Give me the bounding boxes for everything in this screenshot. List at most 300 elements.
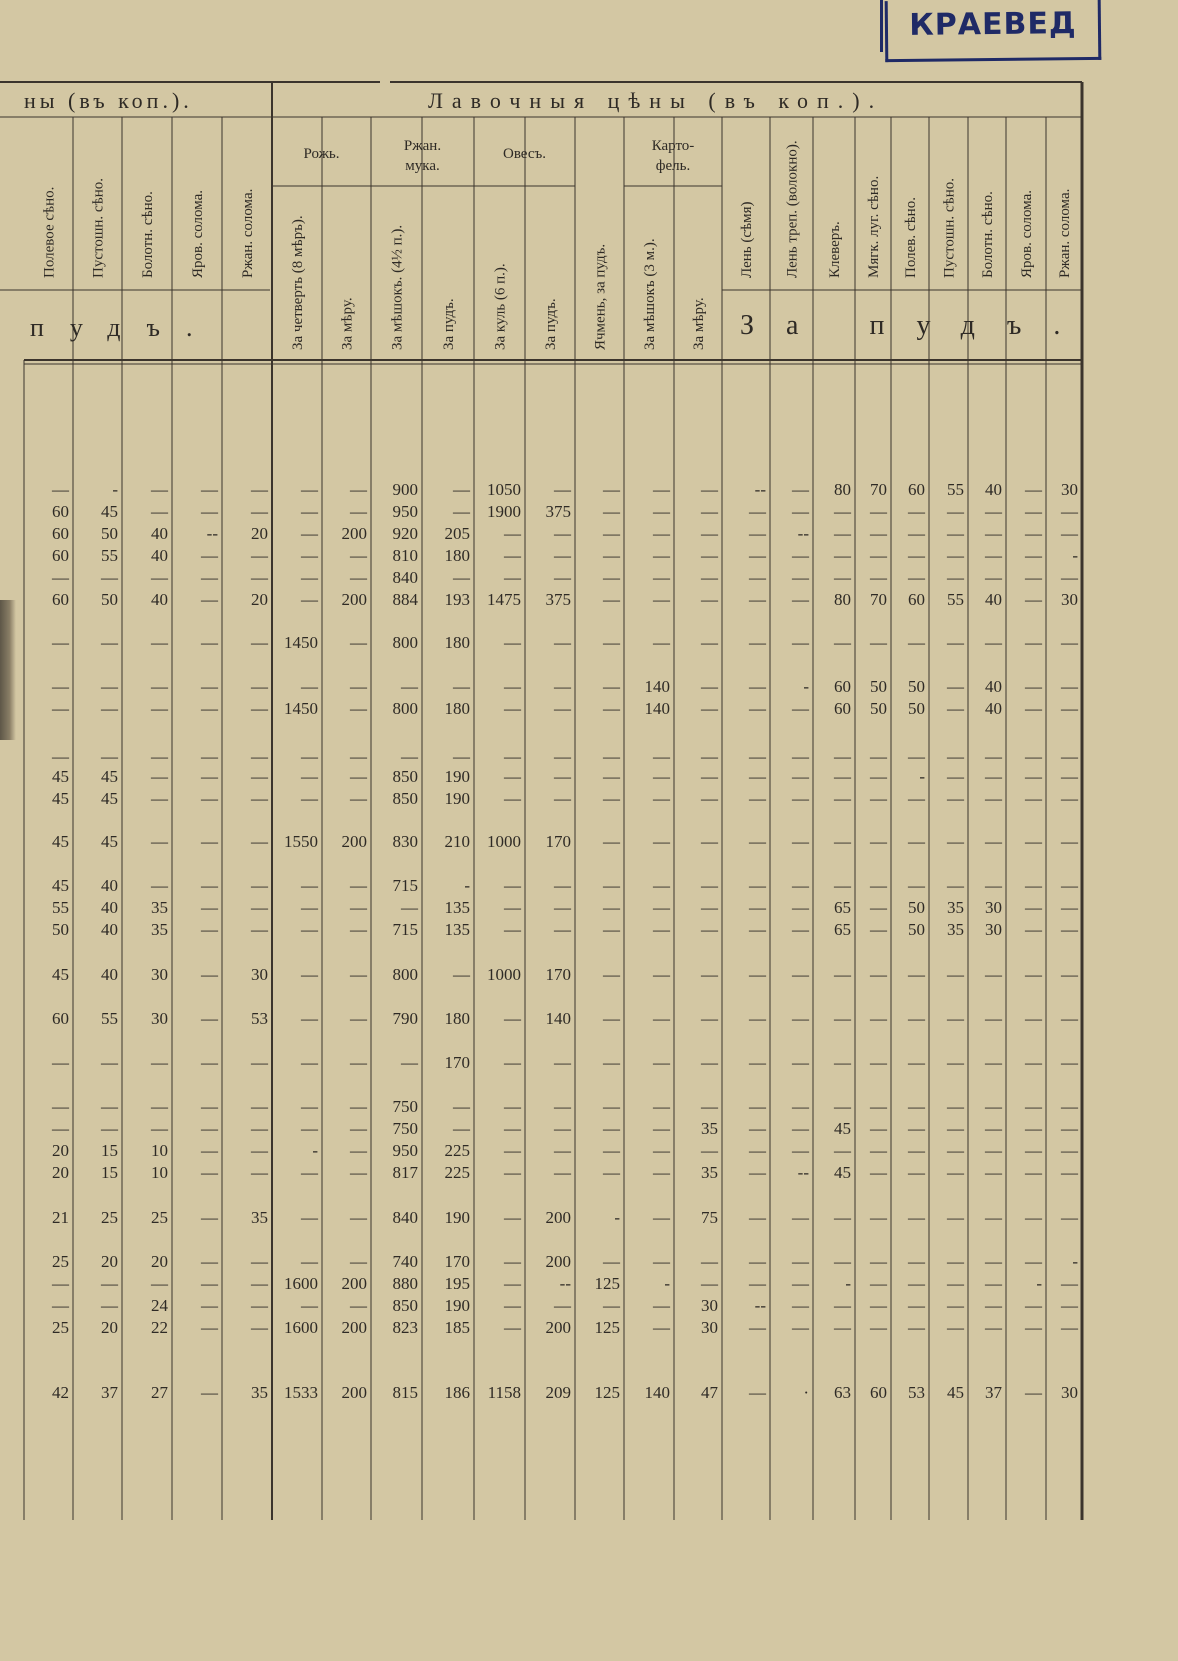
table-cell: --	[797, 1163, 809, 1182]
table-cell: —	[504, 633, 521, 652]
table-cell: —	[301, 524, 318, 543]
table-cell: 190	[444, 1296, 470, 1315]
table-cell: —	[947, 747, 964, 766]
table-cell: —	[1025, 876, 1042, 895]
table-cell: —	[985, 524, 1002, 543]
table-cell: 50	[908, 898, 925, 917]
table-cell: 30	[1061, 1383, 1078, 1402]
table-cell: -	[1072, 546, 1078, 565]
table-cell: —	[749, 1119, 766, 1138]
table-cell: —	[1025, 480, 1042, 499]
table-cell: —	[947, 568, 964, 587]
table-cell: —	[251, 832, 268, 851]
table-cell: —	[554, 677, 571, 696]
table-cell: —	[908, 546, 925, 565]
column-label: За мѣру.	[339, 297, 356, 350]
table-cell: —	[653, 1119, 670, 1138]
table-cell: —	[947, 767, 964, 786]
table-cell: 40	[985, 480, 1002, 499]
table-cell: —	[603, 747, 620, 766]
table-cell: —	[870, 920, 887, 939]
table-cell: —	[908, 524, 925, 543]
table-cell: —	[201, 1274, 218, 1293]
table-cell: —	[749, 876, 766, 895]
table-cell: —	[52, 677, 69, 696]
table-cell: —	[653, 1163, 670, 1182]
table-cell: 35	[947, 920, 964, 939]
table-cell: —	[504, 898, 521, 917]
table-cell: —	[985, 568, 1002, 587]
table-cell: 180	[444, 1009, 470, 1028]
table-cell: —	[201, 1383, 218, 1402]
table-cell: 20	[151, 1252, 168, 1271]
table-cell: —	[985, 502, 1002, 521]
table-cell: —	[870, 1274, 887, 1293]
table-cell: —	[908, 789, 925, 808]
table-cell: —	[749, 898, 766, 917]
table-cell: —	[985, 789, 1002, 808]
table-cell: —	[701, 876, 718, 895]
table-cell: 63	[834, 1383, 851, 1402]
table-cell: —	[504, 1296, 521, 1315]
table-cell: —	[504, 1274, 521, 1293]
table-cell: —	[701, 568, 718, 587]
table-cell: —	[151, 747, 168, 766]
table-cell: —	[301, 1208, 318, 1227]
column-label: Клеверъ.	[827, 221, 843, 278]
table-cell: 80	[834, 590, 851, 609]
table-cell: —	[101, 1053, 118, 1072]
table-cell: —	[603, 546, 620, 565]
table-cell: —	[52, 747, 69, 766]
table-cell: —	[985, 633, 1002, 652]
table-cell: —	[701, 965, 718, 984]
table-cell: —	[350, 568, 367, 587]
table-cell: —	[504, 1208, 521, 1227]
table-cell: —	[301, 876, 318, 895]
table-cell: —	[701, 747, 718, 766]
table-cell: 65	[834, 898, 851, 917]
table-cell: —	[554, 546, 571, 565]
table-cell: 25	[52, 1318, 69, 1337]
table-cell: —	[603, 1097, 620, 1116]
table-cell: -	[845, 1274, 851, 1293]
table-cell: —	[1025, 502, 1042, 521]
table-cell: —	[301, 480, 318, 499]
table-cell: —	[870, 502, 887, 521]
table-cell: 60	[908, 590, 925, 609]
table-cell: —	[504, 524, 521, 543]
table-cell: —	[749, 524, 766, 543]
table-cell: 205	[444, 524, 470, 543]
table-cell: 45	[834, 1163, 851, 1182]
table-cell: —	[870, 789, 887, 808]
table-cell: —	[453, 568, 470, 587]
table-cell: 24	[151, 1296, 168, 1315]
table-cell: —	[453, 677, 470, 696]
table-cell: —	[749, 747, 766, 766]
table-cell: —	[834, 1208, 851, 1227]
table-cell: 35	[151, 898, 168, 917]
table-cell: 180	[444, 633, 470, 652]
table-cell: 25	[151, 1208, 168, 1227]
table-cell: —	[908, 1163, 925, 1182]
table-cell: —	[554, 699, 571, 718]
table-cell: 45	[101, 502, 118, 521]
table-cell: 830	[392, 832, 418, 851]
table-cell: —	[453, 1097, 470, 1116]
table-cell: —	[870, 1097, 887, 1116]
table-cell: —	[603, 699, 620, 718]
table-cell: —	[749, 633, 766, 652]
table-cell: —	[653, 590, 670, 609]
table-cell: —	[870, 747, 887, 766]
table-cell: —	[792, 546, 809, 565]
table-cell: —	[350, 876, 367, 895]
table-cell: —	[101, 1296, 118, 1315]
table-cell: —	[151, 1053, 168, 1072]
group-label: Ржан.	[403, 138, 442, 154]
table-cell: —	[151, 832, 168, 851]
table-cell: 22	[151, 1318, 168, 1337]
table-cell: —	[603, 1009, 620, 1028]
table-cell: —	[504, 1053, 521, 1072]
table-cell: —	[201, 1296, 218, 1315]
table-cell: —	[350, 920, 367, 939]
column-label: За пудъ.	[543, 298, 559, 350]
table-cell: 60	[908, 480, 925, 499]
table-cell: —	[701, 1053, 718, 1072]
table-cell: —	[792, 789, 809, 808]
table-cell: —	[870, 1163, 887, 1182]
table-cell: —	[301, 767, 318, 786]
column-label: За мѣшокъ (3 м.).	[642, 238, 658, 350]
table-cell: —	[749, 1097, 766, 1116]
table-cell: —	[947, 502, 964, 521]
table-cell: —	[653, 920, 670, 939]
table-cell: —	[653, 502, 670, 521]
table-cell: —	[101, 1119, 118, 1138]
table-cell: —	[653, 767, 670, 786]
table-cell: 790	[392, 1009, 418, 1028]
table-cell: —	[908, 502, 925, 521]
group-label: фель.	[655, 158, 691, 174]
table-cell: 800	[392, 633, 418, 652]
table-cell: 1000	[487, 965, 521, 984]
table-cell: —	[151, 1274, 168, 1293]
column-label: Лень (сѣмя)	[739, 201, 755, 278]
table-cell: 40	[151, 546, 168, 565]
table-cell: —	[1061, 1097, 1078, 1116]
table-cell: —	[701, 920, 718, 939]
table-cell: —	[701, 832, 718, 851]
table-cell: —	[301, 1296, 318, 1315]
table-cell: —	[554, 1097, 571, 1116]
table-cell: 850	[392, 767, 418, 786]
table-cell: —	[908, 1119, 925, 1138]
table-cell: 50	[908, 699, 925, 718]
table-cell: —	[201, 1009, 218, 1028]
table-cell: —	[603, 898, 620, 917]
table-cell: —	[653, 1318, 670, 1337]
table-cell: —	[1061, 524, 1078, 543]
table-cell: --	[559, 1274, 571, 1293]
column-label: За пудъ.	[441, 298, 457, 350]
table-cell: —	[749, 1208, 766, 1227]
table-cell: —	[834, 789, 851, 808]
table-cell: —	[251, 920, 268, 939]
table-cell: —	[554, 568, 571, 587]
table-cell: —	[201, 1141, 218, 1160]
table-cell: —	[201, 767, 218, 786]
table-cell: 800	[392, 699, 418, 718]
table-cell: —	[653, 1097, 670, 1116]
table-cell: —	[870, 1119, 887, 1138]
table-cell: 30	[151, 1009, 168, 1028]
table-cell: -	[1036, 1274, 1042, 1293]
table-cell: —	[301, 1163, 318, 1182]
table-cell: —	[350, 1163, 367, 1182]
table-cell: —	[792, 590, 809, 609]
table-cell: —	[947, 1252, 964, 1271]
table-cell: —	[792, 1141, 809, 1160]
table-cell: 800	[392, 965, 418, 984]
table-cell: —	[908, 633, 925, 652]
table-cell: —	[101, 1274, 118, 1293]
table-cell: —	[1025, 1053, 1042, 1072]
table-cell: —	[151, 568, 168, 587]
table-cell: 30	[251, 965, 268, 984]
table-cell: —	[985, 1274, 1002, 1293]
table-cell: 55	[101, 546, 118, 565]
table-cell: —	[1025, 1383, 1042, 1402]
table-cell: —	[1061, 1119, 1078, 1138]
table-cell: —	[251, 633, 268, 652]
table-cell: 20	[251, 524, 268, 543]
table-cell: —	[701, 633, 718, 652]
table-cell: —	[554, 1163, 571, 1182]
table-cell: —	[792, 832, 809, 851]
table-cell: —	[985, 1252, 1002, 1271]
table-cell: —	[870, 1141, 887, 1160]
table-cell: 200	[341, 1274, 367, 1293]
table-cell: —	[701, 1009, 718, 1028]
table-cell: —	[792, 1274, 809, 1293]
table-cell: —	[653, 1252, 670, 1271]
table-cell: —	[1061, 677, 1078, 696]
table-cell: 1475	[487, 590, 521, 609]
table-cell: —	[350, 789, 367, 808]
table-cell: —	[554, 1141, 571, 1160]
table-cell: -	[614, 1208, 620, 1227]
table-cell: —	[653, 898, 670, 917]
table-cell: —	[350, 898, 367, 917]
table-cell: —	[870, 1296, 887, 1315]
table-cell: —	[201, 898, 218, 917]
table-cell: —	[985, 1053, 1002, 1072]
table-cell: —	[301, 590, 318, 609]
table-cell: —	[701, 1274, 718, 1293]
table-cell: —	[504, 920, 521, 939]
table-cell: 50	[908, 677, 925, 696]
table-cell: —	[151, 1097, 168, 1116]
table-cell: 170	[444, 1252, 470, 1271]
table-cell: —	[350, 747, 367, 766]
table-cell: 20	[52, 1163, 69, 1182]
table-cell: —	[653, 1053, 670, 1072]
table-cell: —	[251, 699, 268, 718]
table-cell: —	[101, 633, 118, 652]
table-cell: —	[251, 898, 268, 917]
table-cell: —	[834, 1053, 851, 1072]
table-cell: 30	[1061, 590, 1078, 609]
table-cell: 60	[52, 546, 69, 565]
table-cell: —	[554, 633, 571, 652]
table-cell: —	[947, 1296, 964, 1315]
table-cell: 50	[908, 920, 925, 939]
table-cell: 140	[644, 1383, 670, 1402]
table-cell: —	[603, 1053, 620, 1072]
table-cell: —	[603, 524, 620, 543]
table-cell: —	[985, 1141, 1002, 1160]
table-cell: —	[947, 1141, 964, 1160]
table-cell: 60	[834, 699, 851, 718]
table-cell: —	[603, 920, 620, 939]
table-cell: —	[603, 1252, 620, 1271]
table-cell: —	[749, 1141, 766, 1160]
table-cell: —	[1061, 699, 1078, 718]
table-cell: —	[401, 747, 418, 766]
table-cell: —	[1025, 677, 1042, 696]
table-cell: —	[653, 1009, 670, 1028]
group-label: Карто-	[651, 138, 695, 154]
table-cell: 200	[341, 1383, 367, 1402]
table-cell: —	[101, 677, 118, 696]
table-cell: 30	[701, 1318, 718, 1337]
table-cell: —	[1025, 1097, 1042, 1116]
table-cell: —	[301, 677, 318, 696]
table-cell: —	[985, 1097, 1002, 1116]
table-cell: —	[251, 1097, 268, 1116]
table-cell: —	[653, 832, 670, 851]
table-cell: —	[350, 1141, 367, 1160]
table-cell: 200	[545, 1208, 571, 1227]
table-cell: —	[52, 1097, 69, 1116]
table-cell: -	[1072, 1252, 1078, 1271]
table-cell: —	[834, 876, 851, 895]
table-cell: —	[834, 546, 851, 565]
table-cell: 125	[594, 1318, 620, 1337]
table-cell: —	[749, 568, 766, 587]
table-cell: —	[834, 1252, 851, 1271]
table-cell: —	[701, 789, 718, 808]
table-cell: —	[201, 747, 218, 766]
table-cell: —	[792, 633, 809, 652]
table-cell: —	[870, 1053, 887, 1072]
column-label: Пустошн. сѣно.	[941, 177, 958, 278]
column-label: За мѣшокъ. (4½ п.).	[389, 224, 406, 350]
table-cell: —	[201, 789, 218, 808]
table-cell: -	[803, 677, 809, 696]
table-cell: —	[1061, 898, 1078, 917]
table-cell: —	[251, 1163, 268, 1182]
table-cell: —	[947, 1318, 964, 1337]
table-cell: -	[464, 876, 470, 895]
table-cell: —	[701, 898, 718, 917]
column-label: Мягк. луг. сѣно.	[866, 175, 882, 278]
table-cell: —	[1025, 898, 1042, 917]
table-cell: —	[52, 699, 69, 718]
table-cell: —	[749, 832, 766, 851]
table-cell: —	[870, 568, 887, 587]
table-cell: —	[603, 480, 620, 499]
table-cell: —	[749, 590, 766, 609]
table-cell: 195	[444, 1274, 470, 1293]
table-cell: —	[870, 767, 887, 786]
table-cell: 815	[392, 1383, 418, 1402]
table-cell: 45	[101, 767, 118, 786]
table-cell: —	[749, 677, 766, 696]
table-cell: —	[792, 1097, 809, 1116]
table-cell: —	[52, 633, 69, 652]
table-cell: —	[504, 1141, 521, 1160]
table-cell: —	[834, 965, 851, 984]
table-cell: 55	[947, 480, 964, 499]
table-cell: —	[603, 1119, 620, 1138]
table-cell: —	[1061, 1163, 1078, 1182]
table-cell: 60	[52, 1009, 69, 1028]
table-cell: 40	[101, 898, 118, 917]
table-cell: —	[453, 747, 470, 766]
table-header	[24, 88, 1092, 350]
table-cell: 850	[392, 1296, 418, 1315]
table-cell: —	[870, 1009, 887, 1028]
table-cell: —	[908, 1252, 925, 1271]
table-cell: —	[834, 1141, 851, 1160]
table-cell: —	[201, 832, 218, 851]
table-cell: —	[201, 546, 218, 565]
table-cell: —	[52, 1053, 69, 1072]
table-cell: —	[947, 524, 964, 543]
table-cell: —	[701, 480, 718, 499]
table-cell: —	[701, 677, 718, 696]
table-cell: —	[749, 1383, 766, 1402]
table-cell: —	[1025, 1208, 1042, 1227]
table-cell: —	[870, 965, 887, 984]
table-cell: —	[554, 747, 571, 766]
table-cell: —	[749, 789, 766, 808]
table-cell: —	[504, 876, 521, 895]
table-cell: —	[453, 502, 470, 521]
table-cell: —	[792, 1009, 809, 1028]
table-cell: 375	[545, 502, 571, 521]
table-cell: 880	[392, 1274, 418, 1293]
table-cell: —	[792, 1053, 809, 1072]
table-cell: —	[201, 1097, 218, 1116]
table-cell: —	[834, 633, 851, 652]
table-cell: —	[401, 677, 418, 696]
table-cell: —	[401, 1053, 418, 1072]
table-cell: 45	[52, 767, 69, 786]
table-cell: —	[1025, 590, 1042, 609]
table-cell: 80	[834, 480, 851, 499]
table-cell: —	[749, 767, 766, 786]
table-cell: 750	[392, 1119, 418, 1138]
table-cell: —	[1061, 965, 1078, 984]
unit-label-right: За пудъ.	[740, 310, 1093, 341]
table-cell: —	[985, 767, 1002, 786]
table-cell: —	[1025, 546, 1042, 565]
